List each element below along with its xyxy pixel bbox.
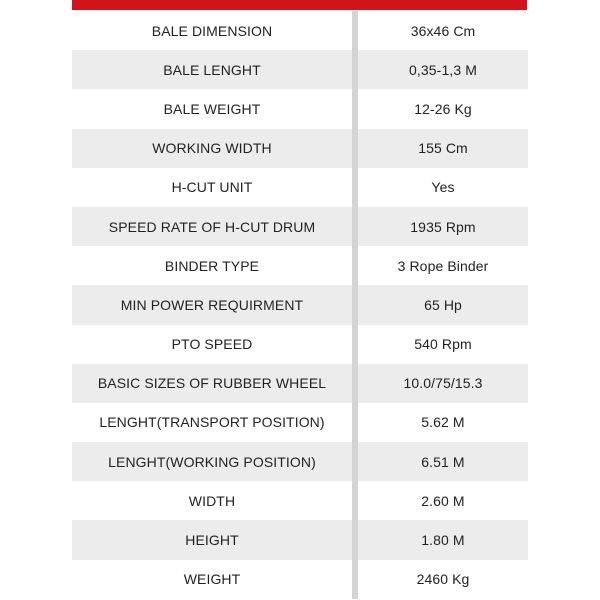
table-row <box>72 364 528 403</box>
spec-label: PTO SPEED <box>72 325 352 364</box>
spec-label: BALE LENGHT <box>72 50 352 89</box>
table-row <box>72 168 528 207</box>
table-row <box>72 560 528 599</box>
spec-label: BASIC SIZES OF RUBBER WHEEL <box>72 364 352 403</box>
spec-label: LENGHT(WORKING POSITION) <box>72 442 352 481</box>
spec-label: H-CUT UNIT <box>72 168 352 207</box>
table-row <box>72 520 528 559</box>
spec-label: HEIGHT <box>72 520 352 559</box>
spec-value: 5.62 M <box>358 403 528 442</box>
spec-value: 10.0/75/15.3 <box>358 364 528 403</box>
spec-label: MIN POWER REQUIRMENT <box>72 285 352 324</box>
spec-value: 3 Rope Binder <box>358 246 528 285</box>
spec-value: 155 Cm <box>358 129 528 168</box>
spec-label: BINDER TYPE <box>72 246 352 285</box>
spec-value: 1.80 M <box>358 520 528 559</box>
spec-value: 36x46 Cm <box>358 11 528 50</box>
table-row <box>72 207 528 246</box>
spec-label: BALE DIMENSION <box>72 11 352 50</box>
spec-value: 6.51 M <box>358 442 528 481</box>
spec-label: WORKING WIDTH <box>72 129 352 168</box>
spec-value: Yes <box>358 168 528 207</box>
header-accent-bar <box>72 0 527 10</box>
table-row <box>72 325 528 364</box>
table-row <box>72 246 528 285</box>
table-row <box>72 89 528 128</box>
table-row <box>72 442 528 481</box>
table-row <box>72 129 528 168</box>
spec-label: WIDTH <box>72 481 352 520</box>
table-row <box>72 403 528 442</box>
spec-value: 2.60 M <box>358 481 528 520</box>
table-row <box>72 11 528 50</box>
spec-value: 2460 Kg <box>358 560 528 599</box>
spec-value: 65 Hp <box>358 285 528 324</box>
spec-label: LENGHT(TRANSPORT POSITION) <box>72 403 352 442</box>
table-row <box>72 50 528 89</box>
table-row <box>72 481 528 520</box>
table-row <box>72 285 528 324</box>
spec-label: BALE WEIGHT <box>72 89 352 128</box>
spec-label: WEIGHT <box>72 560 352 599</box>
spec-value: 12-26 Kg <box>358 89 528 128</box>
spec-value: 0,35-1,3 M <box>358 50 528 89</box>
spec-value: 540 Rpm <box>358 325 528 364</box>
spec-value: 1935 Rpm <box>358 207 528 246</box>
spec-table <box>72 11 528 599</box>
spec-label: SPEED RATE OF H-CUT DRUM <box>72 207 352 246</box>
